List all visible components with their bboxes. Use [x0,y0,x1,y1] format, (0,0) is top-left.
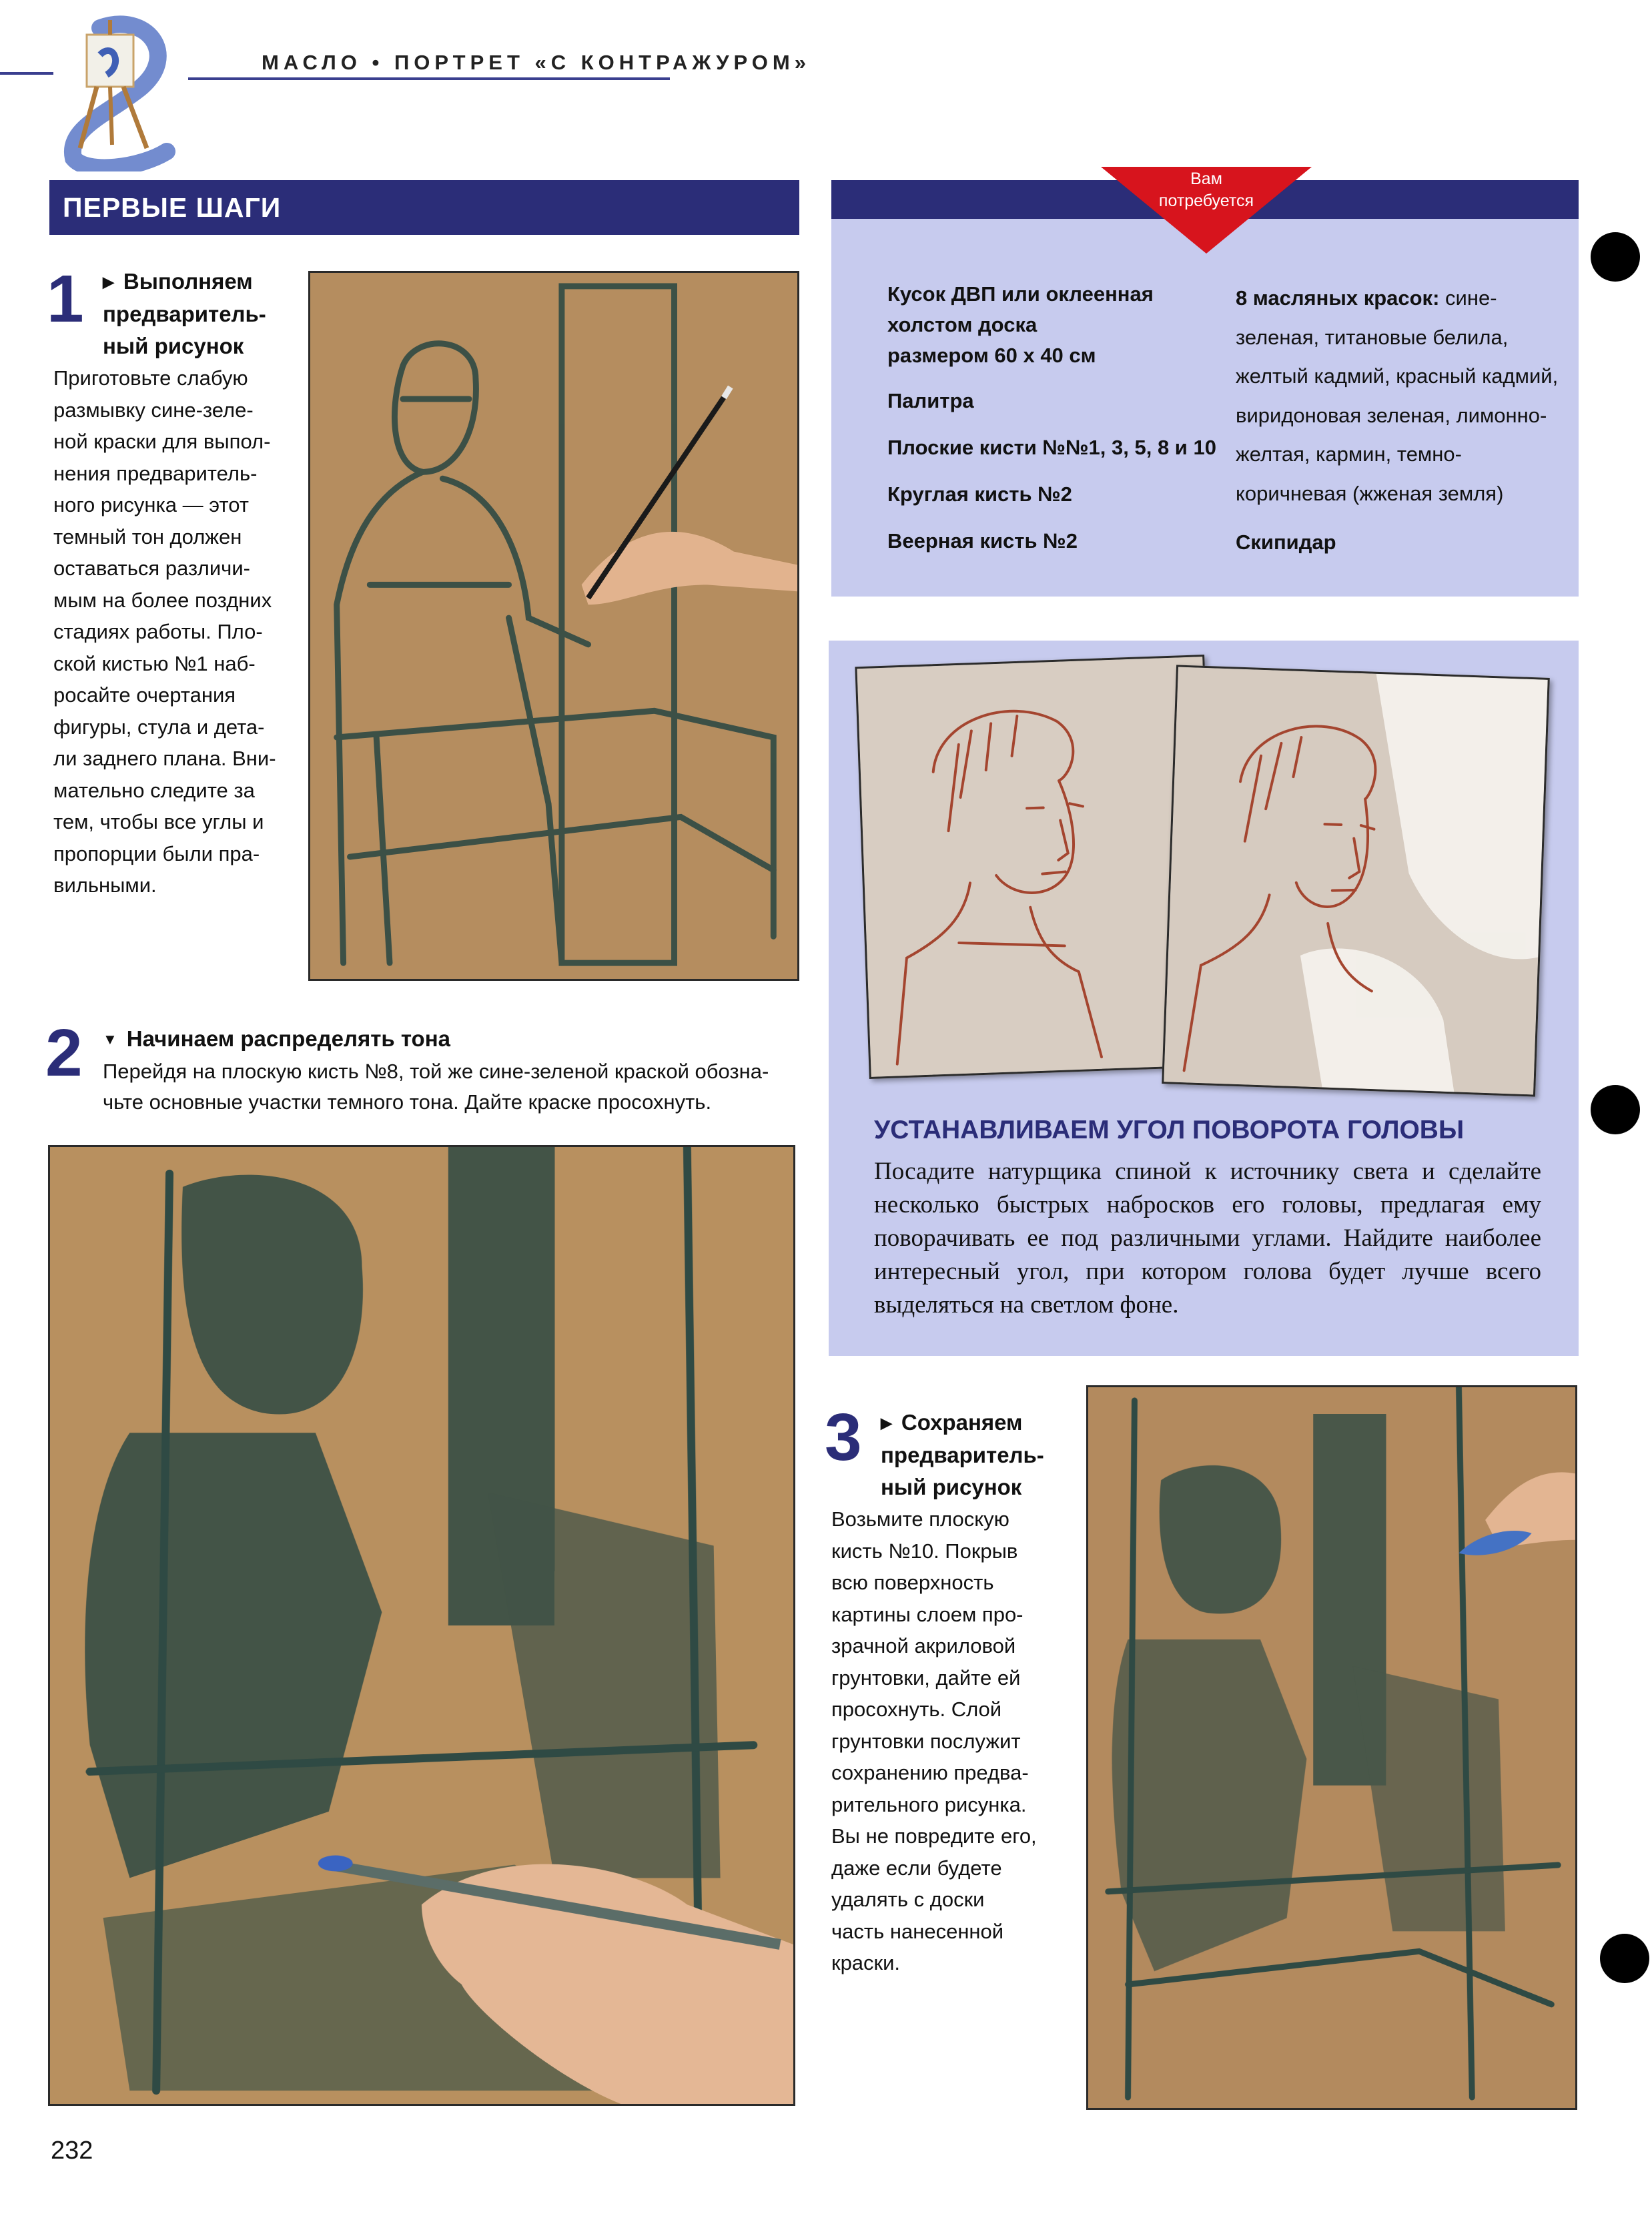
binder-hole-2 [1591,1085,1640,1134]
step-1-photo [308,271,799,981]
easel-logo-icon [60,15,180,171]
step-3-photo [1086,1385,1577,2110]
materials-badge-text: Вам потребуется [1158,169,1254,210]
material-fan-brush: Веерная кисть №2 [887,529,1078,552]
step-3-number: 3 [825,1400,862,1475]
step-1-title: ▶ Выполняем предваритель- ный рисунок [103,269,266,358]
material-palette: Палитра [887,389,974,412]
head-sketch-2 [1162,665,1550,1096]
step-2-title: ▼ Начинаем распределять тона [103,1026,450,1051]
running-title: МАСЛО • ПОРТРЕТ «С КОНТРАЖУРОМ» [262,51,811,74]
material-turpentine: Скипидар [1236,530,1336,554]
binder-hole-1 [1591,232,1640,282]
header-rule-right [188,77,670,80]
step-1-number: 1 [47,262,84,336]
header-rule-left [0,72,53,75]
play-arrow-icon: ▼ [103,1031,117,1048]
play-arrow-icon: ▶ [881,1415,892,1431]
binder-hole-3 [1600,1934,1649,1983]
material-paints: 8 масляных красок: сине- зеленая, титановые белила, желтый кадмий, красный кадмий, виридоновая зеленая, лимонно- желтая, кармин, темно- коричневая (жженая земля) [1236,286,1559,505]
material-board: Кусок ДВП или оклеенная холстом доска размером 60 x 40 см [887,282,1154,367]
page-number: 232 [51,2137,93,2165]
head-angle-title: УСТАНАВЛИВАЕМ УГОЛ ПОВОРОТА ГОЛОВЫ [874,1116,1465,1144]
step-2-body: Перейдя на плоскую кисть №8, той же сине-зеленой краской обозна- чьте основные участки темного тона. Дайте краске просохнуть. [103,1060,769,1114]
step-1-body: Приготовьте слабую размывку сине-зеле- ной краски для выпол- нения предваритель- ного рисунка — этот темный тон должен оставаться различи- мым на более поздних стадиях работы. Пло- ской кистью №1 наб- росайте очертания фигуры, стула и дета- ли заднего плана. Вни- мательно следите за тем, чтобы все углы и пропорции были пра- вильными. [53,366,276,897]
step-2-number: 2 [45,1016,83,1090]
step-3-body: Возьмите плоскую кисть №10. Покрыв всю поверхность картины слоем про- зрачной акриловой грунтовки, дайте ей просохнуть. Слой грунтовки послужит сохранению предва- рительного рисунка. Вы не повредите его, даже если будете удалять с доски часть нанесенной краски. [831,1507,1037,1974]
material-flat-brushes: Плоские кисти №№1, 3, 5, 8 и 10 [887,436,1216,459]
play-arrow-icon: ▶ [103,274,114,290]
material-round-brush: Круглая кисть №2 [887,482,1072,506]
step-2-photo [48,1145,795,2106]
head-angle-text: Посадите натурщика спиной к источнику света и сделайте несколько быстрых набросков его головы, предлагая ему поворачивать ее под различными углами. Найдите наиболее интересный угол, при котором голова будет лучше всего выделяться на светлом фоне. [874,1158,1541,1319]
step-3-title: ▶ Сохраняем предваритель- ный рисунок [881,1410,1044,1499]
section-title: ПЕРВЫЕ ШАГИ [49,180,799,235]
